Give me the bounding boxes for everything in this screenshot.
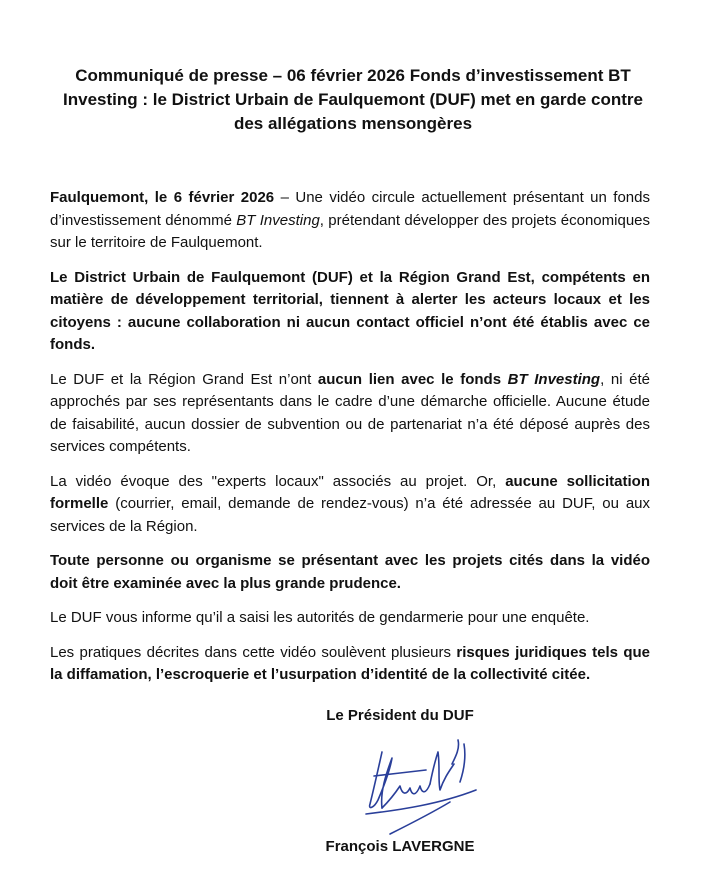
paragraph-intro <box>50 187 650 255</box>
risks-text: Les pratiques décrites dans cette vidéo soulèvent plusieurs <box>50 643 457 661</box>
signature-label: Le Président du DUF <box>326 707 474 724</box>
press-release-body <box>50 187 650 699</box>
experts-text: La vidéo évoque des "experts locaux" associés au projet. Or, <box>50 472 506 490</box>
paragraph-experts <box>50 471 650 539</box>
fund-name: BT Investing <box>236 211 320 229</box>
no-link-text-end: , ni été approchés par ses représentants dans le cadre d’une démarche officielle. Aucune étude de faisabilité, aucun dossier de subvention ou de partenariat n’a été déposé auprès des services compétents. <box>50 370 650 455</box>
signature-image <box>360 730 480 840</box>
risks-bold: risques juridiques tels que la diffamation, l’escroquerie et l’usurpation d’identité de la collectivité citée. <box>50 643 650 683</box>
intro-text-end: , prétendant développer des projets économiques sur le territoire de Faulquemont. <box>50 211 651 251</box>
experts-bold: aucune sollicitation formelle <box>50 472 650 512</box>
experts-text-end: (courrier, email, demande de rendez-vous) n’a été adressée au DUF, ou aux services de la Région. <box>50 495 650 535</box>
no-link-bold: aucun lien avec le fonds <box>317 370 508 388</box>
paragraph-no-link <box>50 369 650 459</box>
dateline: Faulquemont, le 6 février 2026 <box>50 189 275 206</box>
paragraph-risks <box>50 642 650 687</box>
paragraph-alert: Le District Urbain de Faulquemont (DUF) et la Région Grand Est, compétents en matière de développement territorial, tiennent à alerter les acteurs locaux et les citoyens : aucune collaboration ni aucun contact officiel n’ont été établis avec ce fonds. <box>50 268 650 353</box>
signatory-name: François LAVERGNE <box>325 838 475 855</box>
paragraph-gendarmerie: Le DUF vous informe qu’il a saisi les autorités de gendarmerie pour une enquête. <box>50 609 590 626</box>
page-title: Communiqué de presse – 06 février 2026 Fonds d’investissement BT Investing : le District Urbain de Faulquemont (DUF) met en garde contre des allégations mensongères <box>63 66 643 133</box>
no-link-text: Le DUF et la Région Grand Est n’ont <box>50 370 318 388</box>
paragraph-caution: Toute personne ou organisme se présentant avec les projets cités dans la vidéo doit être examinée avec la plus grande prudence. <box>50 552 650 592</box>
fund-name-bold: BT Investing <box>507 370 601 388</box>
intro-text: – Une vidéo circule actuellement présentant un fonds d’investissement dénommé <box>50 189 650 229</box>
